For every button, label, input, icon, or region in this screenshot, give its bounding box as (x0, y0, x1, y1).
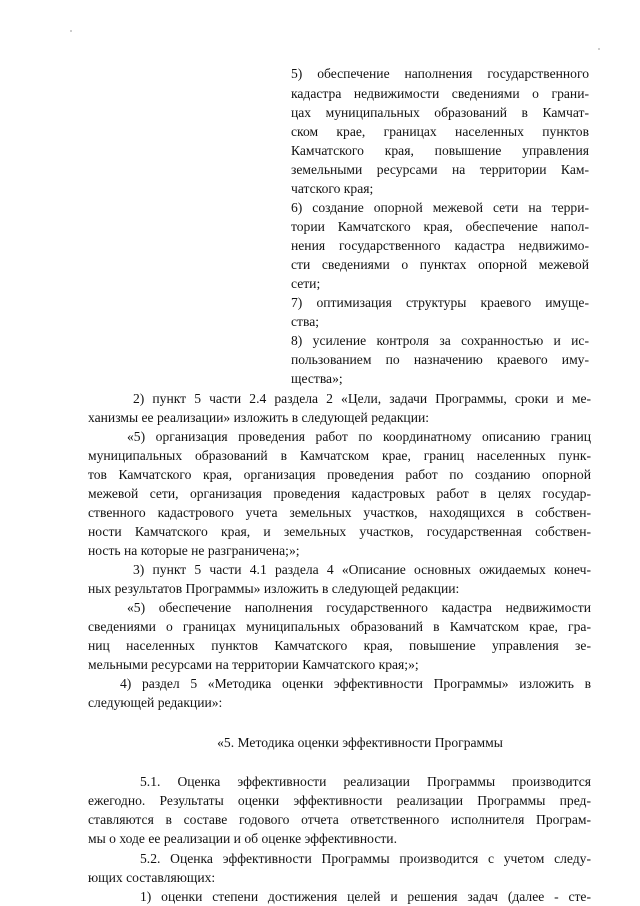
text-line: 6) создание опорной межевой сети на терри- (291, 200, 589, 215)
text-line: ность на которые не разграничена;»; (88, 543, 300, 558)
scan-speck (598, 48, 600, 50)
text-line: ставляются в составе годового отчета ответственного исполнителя Програм- (88, 812, 591, 827)
text-line: 2) пункт 5 части 2.4 раздела 2 «Цели, задачи Программы, сроки и ме- (133, 391, 591, 406)
text-line: сети; (291, 276, 321, 291)
text-line: ежегодно. Результаты оценки эффективности реализации Программы пред- (88, 793, 591, 808)
text-line: 1) оценки степени достижения целей и решения задач (далее - сте- (140, 889, 591, 904)
scan-speck (70, 30, 72, 32)
text-line: ных результатов Программы» изложить в следующей редакции: (88, 581, 460, 596)
text-line: кадастра недвижимости сведениями о грани- (291, 86, 589, 101)
text-line: 5.1. Оценка эффективности реализации Программы производится (140, 774, 591, 789)
text-line: 8) усиление контроля за сохранностью и ис- (291, 333, 589, 348)
text-line: нения государственного кадастра недвижимо- (291, 238, 589, 253)
text-line: тории Камчатского края, обеспечение напол- (291, 219, 589, 234)
text-line: ниц населенных пунктов Камчатского края, повышение управления зе- (88, 638, 591, 653)
text-line: «5) организация проведения работ по координатному описанию границ (127, 429, 591, 444)
text-line: 3) пункт 5 части 4.1 раздела 4 «Описание основных ожидаемых конеч- (133, 562, 591, 577)
text-line: щества»; (291, 371, 343, 386)
text-line: земельными ресурсами на территории Кам- (291, 162, 589, 177)
text-line: ственного кадастрового учета земельных участков, находящихся в собствен- (88, 505, 591, 520)
text-line: Камчатского края, повышение управления (291, 143, 589, 158)
text-line: 4) раздел 5 «Методика оценки эффективности Программы» изложить в (120, 676, 591, 691)
text-line: «5) обеспечение наполнения государственного кадастра недвижимости (127, 600, 591, 615)
text-line: пользованием по назначению краевого иму- (291, 352, 589, 367)
text-line: тов Камчатского края, организация проведения работ по созданию опорной (88, 467, 591, 482)
text-line: сведениями о границах муниципальных образований в Камчатском крае, гра- (88, 619, 591, 634)
text-line: ства; (291, 314, 320, 329)
text-line: ском крае, границах населенных пунктов (291, 124, 589, 139)
text-line: мы о ходе ее реализации и об оценке эффективности. (88, 831, 397, 846)
text-line: 7) оптимизация структуры краевого имуще- (291, 295, 589, 310)
text-line: чатского края; (291, 181, 374, 196)
text-line: муниципальных образований в Камчатском крае, границ населенных пунк- (88, 448, 591, 463)
text-line: ющих составляющих: (88, 870, 216, 885)
section-heading: «5. Методика оценки эффективности Программы (217, 735, 503, 750)
text-line: ности Камчатского края, и земельных участков, государственная собствен- (88, 524, 591, 539)
text-line: 5) обеспечение наполнения государственного (291, 66, 589, 81)
text-line: 5.2. Оценка эффективности Программы производится с учетом следу- (140, 851, 591, 866)
text-line: межевой сети, организация проведения кадастровых работ в целях государ- (88, 486, 591, 501)
text-line: ханизмы ее реализации» изложить в следующей редакции: (88, 410, 430, 425)
text-line: цах муниципальных образований в Камчат- (291, 105, 589, 120)
text-line: мельными ресурсами на территории Камчатского края;»; (88, 657, 419, 672)
text-line: следующей редакции»: (88, 695, 223, 710)
text-line: сти сведениями о пунктах опорной межевой (291, 257, 589, 272)
